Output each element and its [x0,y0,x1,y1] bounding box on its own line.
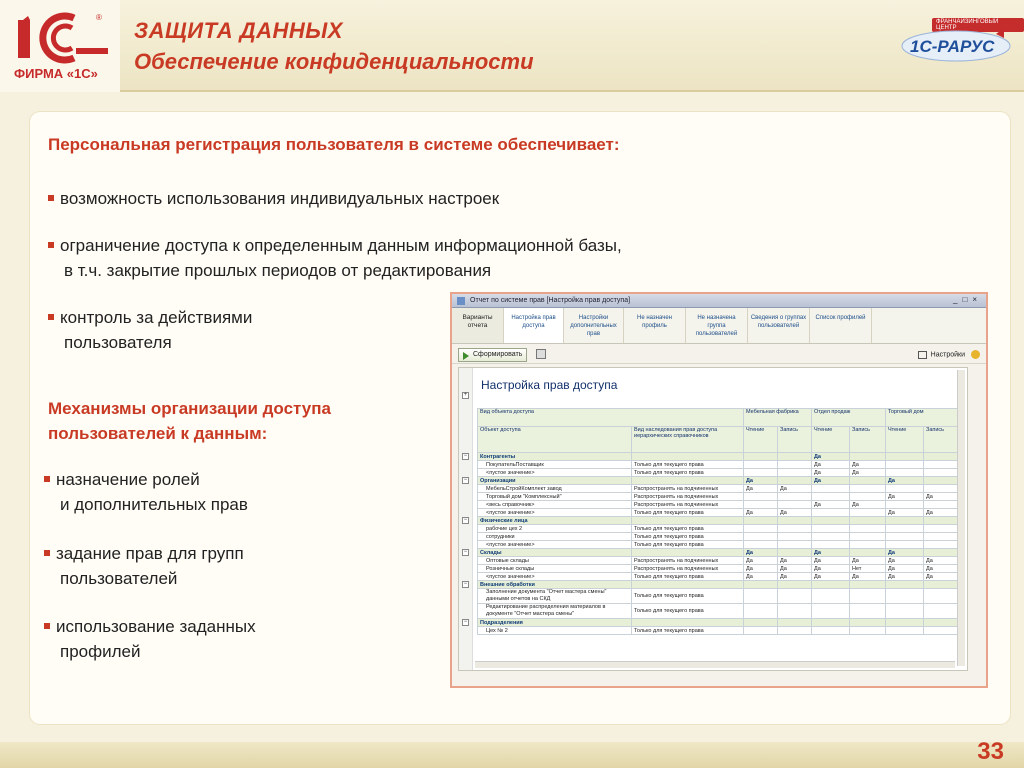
inheritance-cell: Распространять на подчиненных [632,485,744,493]
inheritance-cell: Только для текущего права [632,533,744,541]
vertical-scrollbar[interactable] [957,370,965,666]
tab-access-settings[interactable]: Настройка прав доступа [504,308,564,343]
tab-group-info[interactable]: Сведения о группах пользователей [748,308,810,343]
object-cell: Склады [478,549,632,557]
table-row[interactable] [478,501,962,509]
inheritance-cell: Только для текущего права [632,525,744,533]
object-cell: ПокупательПоставщик [478,461,632,469]
window-controls[interactable]: _□× [953,295,982,304]
rights-table [477,408,962,635]
right-value-cell: Да [778,485,812,493]
right-value-cell: Да [850,557,886,565]
inheritance-cell [632,453,744,461]
right-value-cell [924,533,962,541]
right-value-cell [744,525,778,533]
right-value-cell: Да [886,557,924,565]
object-cell: Редактирование распределения материалов в документе "Отчет мастера смены" [478,604,632,619]
right-value-cell [744,493,778,501]
right-value-cell: Да [778,509,812,517]
svg-text:®: ® [96,13,102,22]
table-row[interactable] [478,509,962,517]
right-value-cell: Да [924,493,962,501]
report-title: Настройка прав доступа [481,378,618,392]
right-value-cell [778,501,812,509]
table-row[interactable] [478,533,962,541]
object-cell: Подразделения [478,619,632,627]
right-value-cell [850,581,886,589]
right-value-cell [886,501,924,509]
right-value-cell: Да [812,501,850,509]
right-value-cell [812,509,850,517]
right-value-cell [744,533,778,541]
right-value-cell [778,517,812,525]
right-value-cell: Да [812,469,850,477]
table-group-row[interactable] [478,581,962,589]
right-value-cell [850,509,886,517]
right-value-cell [886,461,924,469]
bullet-item: использование заданных профилей [44,614,256,664]
right-value-cell [778,627,812,635]
1c-rarus-logo-icon [900,24,1012,62]
firm-label: ФИРМА «1С» [14,66,98,81]
inheritance-cell: Распространять на подчиненных [632,501,744,509]
object-cell: МебельСтройКомплект завод [478,485,632,493]
right-value-cell [924,525,962,533]
right-value-cell: Да [886,573,924,581]
object-cell: Заполнение документа "Отчет мастера смены" данными отчетов на СКД [478,589,632,604]
inheritance-cell [632,517,744,525]
right-value-cell [850,589,886,604]
right-value-cell: Да [778,557,812,565]
section-heading: Механизмы организации доступа пользователей к данным: [48,399,331,443]
bullet-item: контроль за действиями пользователя [48,305,252,355]
inheritance-cell: Только для текущего права [632,461,744,469]
right-value-cell [886,604,924,619]
right-value-cell: Да [886,477,924,485]
right-value-cell [812,525,850,533]
table-row[interactable] [478,461,962,469]
collapse-icon[interactable]: − [463,477,468,483]
right-value-cell [924,461,962,469]
right-value-cell [778,477,812,485]
inheritance-cell: Только для текущего права [632,589,744,604]
right-value-cell: Да [850,501,886,509]
right-value-cell: Да [886,549,924,557]
right-value-cell [850,604,886,619]
right-value-cell [924,581,962,589]
bullet-marker-icon [48,242,54,248]
inheritance-cell: Только для текущего права [632,509,744,517]
bullet-item: ограничение доступа к определенным данным информационной базы, в т.ч. закрытие прошлых периодов от редактирования [48,233,622,283]
right-value-cell: Да [812,573,850,581]
right-value-cell [744,619,778,627]
inheritance-cell: Только для текущего права [632,541,744,549]
table-row[interactable] [478,485,962,493]
table-header-cell: Чтение [812,427,850,453]
tab-variants[interactable]: Варианты отчета [452,308,504,343]
bullet-marker-icon [48,314,54,320]
report-tabs [452,308,986,344]
right-value-cell [778,581,812,589]
table-header-row [478,427,962,453]
inheritance-cell: Только для текущего права [632,573,744,581]
table-header-cell: Запись [778,427,812,453]
right-value-cell [924,549,962,557]
slide-header [0,0,1024,92]
object-cell: <пустое значение> [478,469,632,477]
table-group-row[interactable] [478,477,962,485]
right-value-cell [886,453,924,461]
right-value-cell: Да [744,477,778,485]
right-value-cell [924,517,962,525]
settings-button[interactable]: Настройки [918,350,980,359]
table-header-cell: Чтение [886,427,924,453]
right-value-cell [886,485,924,493]
table-header-row [478,409,962,427]
report-area [458,367,968,671]
inheritance-cell: Только для текущего права [632,627,744,635]
right-value-cell: Да [778,573,812,581]
right-value-cell [744,461,778,469]
object-cell: Оптовые склады [478,557,632,565]
bullet-marker-icon [44,623,50,629]
right-value-cell [850,533,886,541]
right-value-cell [744,453,778,461]
right-value-cell [886,581,924,589]
right-value-cell [812,493,850,501]
right-value-cell: Да [812,557,850,565]
right-value-cell [744,604,778,619]
right-value-cell [812,541,850,549]
right-value-cell [812,517,850,525]
right-value-cell [812,619,850,627]
bullet-item: задание прав для групп пользователей [44,541,244,591]
right-value-cell [778,549,812,557]
right-value-cell: Да [812,477,850,485]
collapse-icon[interactable]: − [463,517,468,523]
object-cell: Розничные склады [478,565,632,573]
bullet-marker-icon [48,195,54,201]
right-value-cell [886,533,924,541]
slide-title: ЗАЩИТА ДАННЫХ [134,18,343,43]
object-cell: рабочие цех 2 [478,525,632,533]
table-header-cell: Чтение [744,427,778,453]
svg-text:1С-РАРУС: 1С-РАРУС [910,37,995,56]
object-cell: Цех № 2 [478,627,632,635]
right-value-cell [778,453,812,461]
right-value-cell [778,493,812,501]
right-value-cell: Да [744,557,778,565]
inheritance-cell [632,549,744,557]
right-value-cell: Да [744,565,778,573]
object-cell: Внешние обработки [478,581,632,589]
tab-no-profile[interactable]: Не назначен профиль [624,308,686,343]
right-value-cell [886,541,924,549]
right-value-cell [924,501,962,509]
group-gutter [459,368,473,670]
right-value-cell [924,589,962,604]
right-value-cell [812,604,850,619]
right-value-cell [850,549,886,557]
right-value-cell [744,581,778,589]
table-group-row[interactable] [478,549,962,557]
right-value-cell: Да [924,565,962,573]
right-value-cell [924,477,962,485]
table-row[interactable] [478,627,962,635]
right-value-cell [924,541,962,549]
right-value-cell: Да [744,485,778,493]
right-value-cell [850,525,886,533]
object-cell: <весь справочник> [478,501,632,509]
right-value-cell [778,541,812,549]
help-icon[interactable] [971,350,980,359]
right-value-cell [744,469,778,477]
window-icon [457,297,465,305]
print-icon[interactable] [536,349,546,359]
table-row[interactable] [478,589,962,604]
right-value-cell [744,501,778,509]
right-value-cell [850,485,886,493]
table-row[interactable] [478,469,962,477]
right-value-cell: Да [886,565,924,573]
bullet-item: возможность использования индивидуальных настроек [48,186,499,211]
table-row[interactable] [478,525,962,533]
right-value-cell [778,533,812,541]
table-row[interactable] [478,493,962,501]
tab-additional-rights[interactable]: Настройки дополнительных прав [564,308,624,343]
window-titlebar [452,294,986,308]
right-value-cell [812,627,850,635]
right-value-cell [850,541,886,549]
right-value-cell [886,517,924,525]
table-header-cell: Запись [924,427,962,453]
window-icon [918,351,927,359]
right-value-cell: Да [850,573,886,581]
object-cell: Торговый дом "Комплексный" [478,493,632,501]
right-value-cell [812,589,850,604]
right-value-cell [886,589,924,604]
generate-button[interactable]: Сформировать [458,348,527,362]
bullet-marker-icon [44,476,50,482]
right-value-cell: Да [886,493,924,501]
right-value-cell [924,604,962,619]
partner-tag: ФРАНЧАЙЗИНГОВЫЙ ЦЕНТР [932,18,1024,32]
1c-logo-icon [14,10,110,66]
right-value-cell [850,517,886,525]
table-header-cell: Объект доступа [478,427,632,453]
right-value-cell [924,619,962,627]
right-value-cell [850,493,886,501]
footer-bar [0,742,1024,768]
right-value-cell [778,604,812,619]
table-header-cell: Запись [850,427,886,453]
right-value-cell: Нет [850,565,886,573]
table-row[interactable] [478,573,962,581]
table-header-cell: Вид объекта доступа [478,409,744,427]
inheritance-cell: Распространять на подчиненных [632,565,744,573]
right-value-cell [778,469,812,477]
object-cell: Контрагенты [478,453,632,461]
right-value-cell [744,517,778,525]
collapse-icon[interactable]: − [463,453,468,459]
report-window-screenshot [450,292,988,688]
right-value-cell [886,525,924,533]
table-row[interactable] [478,565,962,573]
inheritance-cell [632,619,744,627]
right-value-cell [924,485,962,493]
table-header-cell: Торговый дом [886,409,962,427]
object-cell: <пустое значение> [478,509,632,517]
table-row[interactable] [478,541,962,549]
inheritance-cell [632,581,744,589]
inheritance-cell: Только для текущего права [632,469,744,477]
table-row[interactable] [478,604,962,619]
inheritance-cell: Распространять на подчиненных [632,493,744,501]
right-value-cell [924,453,962,461]
bullet-item: назначение ролей и дополнительных прав [44,467,248,517]
right-value-cell [778,525,812,533]
right-value-cell: Да [778,565,812,573]
table-group-row[interactable] [478,619,962,627]
tab-no-group[interactable]: Не назначена группа пользователей [686,308,748,343]
object-cell: <пустое значение> [478,573,632,581]
inheritance-cell: Только для текущего права [632,604,744,619]
right-value-cell [850,627,886,635]
expand-icon[interactable]: + [463,392,468,398]
right-value-cell: Да [924,509,962,517]
bullet-marker-icon [44,550,50,556]
right-value-cell: Да [744,509,778,517]
right-value-cell: Да [886,509,924,517]
table-header-cell: Отдел продаж [812,409,886,427]
horizontal-scrollbar[interactable] [475,661,955,668]
table-header-cell: Мебельная фабрика [744,409,812,427]
inheritance-cell: Распространять на подчиненных [632,557,744,565]
right-value-cell [778,619,812,627]
right-value-cell: Да [850,461,886,469]
table-header-cell: Вид наследования прав доступа иерархических справочников [632,427,744,453]
tab-profiles[interactable]: Список профилей [810,308,872,343]
right-value-cell: Да [812,549,850,557]
report-toolbar [452,344,986,364]
right-value-cell [744,627,778,635]
right-value-cell: Да [812,461,850,469]
right-value-cell [886,619,924,627]
right-value-cell [744,589,778,604]
collapse-icon[interactable]: − [463,619,468,625]
right-value-cell: Да [850,469,886,477]
right-value-cell [812,533,850,541]
collapse-icon[interactable]: − [463,581,468,587]
play-icon [463,352,469,360]
slide-subtitle: Обеспечение конфиденциальности [134,49,534,74]
logo-area [0,0,120,92]
object-cell: Физические лица [478,517,632,525]
right-value-cell [886,627,924,635]
object-cell: сотрудники [478,533,632,541]
right-value-cell [778,589,812,604]
right-value-cell [850,453,886,461]
right-value-cell [744,541,778,549]
object-cell: <пустое значение> [478,541,632,549]
window-title: Отчет по системе прав [Настройка прав доступа] [470,297,631,304]
right-value-cell [778,461,812,469]
right-value-cell: Да [812,453,850,461]
right-value-cell [924,469,962,477]
lead-heading: Персональная регистрация пользователя в системе обеспечивает: [48,135,620,154]
table-group-row[interactable] [478,453,962,461]
page-number: 33 [977,738,1004,765]
object-cell: Организации [478,477,632,485]
right-value-cell: Да [744,549,778,557]
right-value-cell [886,469,924,477]
right-value-cell [850,619,886,627]
right-value-cell [850,477,886,485]
inheritance-cell [632,477,744,485]
table-row[interactable] [478,557,962,565]
right-value-cell: Да [744,573,778,581]
right-value-cell: Да [924,573,962,581]
right-value-cell [812,581,850,589]
right-value-cell [812,485,850,493]
right-value-cell [924,627,962,635]
collapse-icon[interactable]: − [463,549,468,555]
table-group-row[interactable] [478,517,962,525]
right-value-cell: Да [812,565,850,573]
right-value-cell: Да [924,557,962,565]
